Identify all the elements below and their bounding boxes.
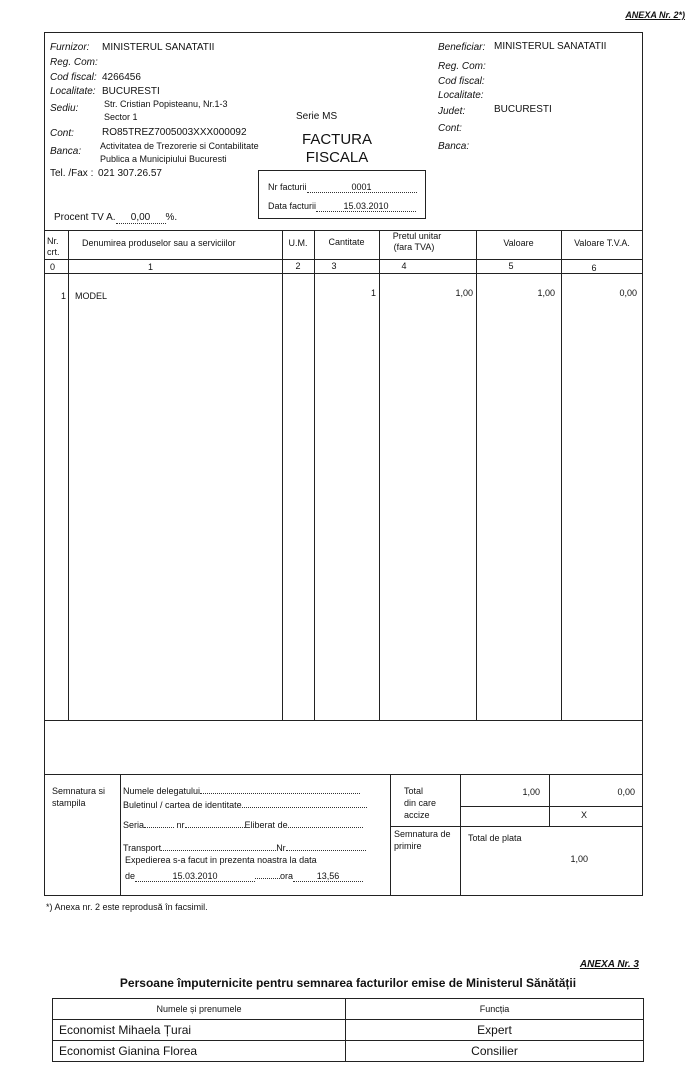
table-top-line (44, 230, 643, 231)
persons-h-func: Funcția (346, 999, 644, 1020)
primire-2: primire (394, 841, 422, 851)
person-func: Consilier (346, 1041, 644, 1062)
col-line-6 (561, 230, 562, 720)
table-row (53, 1041, 644, 1062)
total-3: accize (404, 810, 430, 820)
col-line-1 (68, 230, 69, 720)
furnizor-tel: 021 307.26.57 (98, 168, 162, 179)
data-label (268, 201, 416, 212)
furnizor-tel-label: Tel. /Fax : (50, 168, 94, 179)
footer-row-line-2 (390, 826, 643, 827)
idx-5: 5 (508, 261, 514, 271)
beneficiar-judet-label: Judet: (438, 106, 466, 117)
col-line-5 (476, 230, 477, 720)
h-pret-2: (fara TVA) (393, 242, 435, 252)
h-cantitate: Cantitate (328, 237, 365, 247)
furnizor-cf: 4266456 (102, 72, 141, 83)
total-tva: 0,00 (617, 787, 635, 797)
h-nr-1: Nr. (47, 236, 59, 246)
anexa-2-label: ANEXA Nr. 2*) (625, 10, 685, 20)
total-value: 1,00 (522, 787, 540, 797)
idx-0: 0 (50, 262, 56, 272)
table-header-line (44, 259, 643, 260)
furnizor-banca-2: Publica a Municipiului Bucuresti (100, 154, 227, 164)
seria-nr-dots (185, 827, 245, 828)
procent-label: Procent TV A. (54, 212, 116, 223)
ora-label: ora (280, 871, 294, 881)
nr-value: 0001 (307, 182, 417, 193)
ora-value: 13,56 (293, 871, 363, 882)
procent-unit: %. (165, 212, 178, 223)
procent-value: 0,00 (116, 212, 166, 224)
buletin-label: Buletinul / cartea de identitate (123, 800, 242, 810)
table-body-bottom-line (44, 720, 643, 721)
de-spacer-dots (255, 878, 280, 879)
buletin-row (123, 800, 367, 810)
idx-4: 4 (401, 261, 407, 271)
idx-6: 6 (591, 263, 597, 273)
plata-value: 1,00 (570, 854, 588, 864)
furnizor-reg-label: Reg. Com: (50, 57, 98, 68)
col-line-3 (314, 230, 315, 720)
beneficiar-judet: BUCURESTI (494, 104, 552, 115)
col-line-4 (379, 230, 380, 720)
invoice-title-1: FACTURA (301, 131, 372, 148)
serie-label: Serie MS (296, 111, 338, 122)
furnizor-cf-label: Cod fiscal: (50, 72, 97, 83)
transport-nr-label: Nr (276, 843, 286, 853)
buletin-dots (242, 807, 367, 808)
furnizor-sediu-1: Str. Cristian Popisteanu, Nr.1-3 (104, 99, 228, 109)
row-nr: 1 (60, 291, 66, 301)
furnizor-banca-label: Banca: (50, 146, 82, 157)
footer-col-1 (120, 774, 121, 896)
furnizor-loc: BUCURESTI (102, 86, 160, 97)
seria-label: Seria (123, 820, 145, 830)
total-2: din care (404, 798, 437, 808)
furnizor-sediu-2: Sector 1 (104, 112, 138, 122)
person-name: Economist Gianina Florea (53, 1041, 346, 1062)
idx-1: 1 (147, 262, 153, 272)
invoice-title-2: FISCALA (305, 149, 369, 166)
eliberat-label: Eliberat de (244, 820, 288, 830)
beneficiar-reg-label: Reg. Com: (438, 61, 486, 72)
furnizor-sediu-label: Sediu: (50, 103, 79, 114)
footer-row-line-1 (460, 806, 643, 807)
beneficiar-cont-label: Cont: (438, 123, 462, 134)
col-line-2 (282, 230, 283, 720)
furnizor-label: Furnizor: (50, 42, 90, 53)
primire-1: Semnatura de (394, 829, 451, 839)
table-index-line (44, 273, 643, 274)
footer-top-line (44, 774, 643, 775)
furnizor-loc-label: Localitate: (50, 86, 96, 97)
person-name: Economist Mihaela Țurai (53, 1020, 346, 1041)
persons-h-name: Numele și prenumele (53, 999, 346, 1020)
plata-label: Total de plata (468, 833, 522, 843)
de-value: 15.03.2010 (135, 871, 255, 882)
transport-nr-dots (286, 850, 366, 851)
furnizor-cont: RO85TREZ7005003XXX000092 (102, 127, 247, 138)
anexa-3-title: Persoane împuternicite pentru semnarea facturilor emise de Ministerul Sănătății (119, 976, 577, 990)
row-cantitate: 1 (370, 288, 376, 298)
eliberat-dots (288, 827, 363, 828)
expedierea: Expedierea s-a facut in prezenta noastra la data (125, 855, 317, 865)
row-denumire: MODEL (75, 291, 108, 301)
de-ora-row (125, 871, 363, 882)
idx-3: 3 (331, 261, 337, 271)
total-1: Total (404, 786, 424, 796)
nr-label (268, 182, 417, 193)
transport-label: Transport (123, 843, 162, 853)
delegat-row (123, 786, 360, 796)
person-func: Expert (346, 1020, 644, 1041)
idx-2: 2 (295, 261, 301, 271)
seria-nr-label: nr (176, 820, 185, 830)
row-tva: 0,00 (619, 288, 637, 298)
procent-row (54, 212, 177, 224)
h-valoare: Valoare (503, 238, 534, 248)
beneficiar-loc-label: Localitate: (438, 90, 484, 101)
seria-row (123, 820, 363, 830)
transport-row (123, 843, 366, 853)
accize-x: X (580, 810, 587, 820)
seria-dots (144, 827, 174, 828)
h-um: U.M. (288, 238, 308, 248)
furnizor-banca-1: Activitatea de Trezorerie si Contabilitate (100, 141, 259, 151)
delegat-dots (200, 793, 360, 794)
h-denumire: Denumirea produselor sau a serviciilor (82, 238, 236, 248)
anexa-3-label: ANEXA Nr. 3 (579, 959, 639, 970)
furnizor-cont-label: Cont: (50, 128, 74, 139)
data-label-text: Data facturii (268, 201, 317, 211)
de-label: de (125, 871, 136, 881)
beneficiar-label: Beneficiar: (438, 42, 486, 53)
transport-dots (161, 850, 276, 851)
h-nr-2: crt. (47, 247, 60, 257)
furnizor-value: MINISTERUL SANATATII (102, 42, 215, 53)
h-valoare-tva: Valoare T.V.A. (574, 238, 630, 248)
footer-col-2 (390, 774, 391, 896)
row-valoare: 1,00 (537, 288, 555, 298)
table-row (53, 1020, 644, 1041)
h-pret-1: Pretul unitar (392, 231, 442, 241)
beneficiar-cf-label: Cod fiscal: (438, 76, 485, 87)
persons-table (52, 998, 644, 1062)
data-value: 15.03.2010 (316, 201, 416, 212)
semn-2: stampila (52, 798, 86, 808)
beneficiar-banca-label: Banca: (438, 141, 470, 152)
semn-1: Semnatura si (52, 786, 106, 796)
row-pret: 1,00 (455, 288, 473, 298)
nr-label-text: Nr facturii (268, 182, 307, 192)
beneficiar-value: MINISTERUL SANATATII (494, 41, 607, 52)
persons-header-row (53, 999, 644, 1020)
delegat-label: Numele delegatului (123, 786, 201, 796)
facsimil-note: *) Anexa nr. 2 este reprodusă în facsimil. (46, 902, 208, 912)
